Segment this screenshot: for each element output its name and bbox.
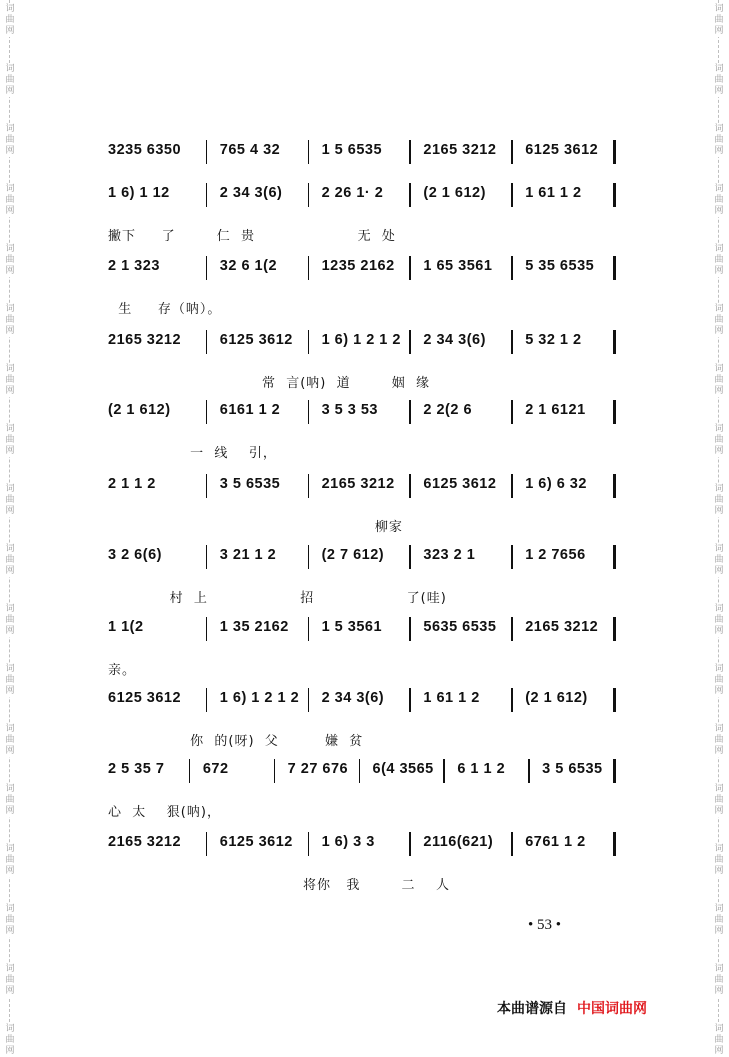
- measure: 765 4 32: [219, 142, 281, 158]
- measure: 2 1 1 2: [108, 476, 156, 492]
- bar-line: [308, 474, 310, 498]
- watermark-mark: 词 曲 网: [1, 124, 19, 157]
- measure: 32 6 1(2: [219, 258, 278, 274]
- left-margin-watermark: [0, 0, 20, 1056]
- measure: (2 1 612): [108, 402, 171, 418]
- measure: 5 32 1 2: [525, 332, 582, 348]
- notation-line: [108, 256, 617, 282]
- bar-line: [613, 400, 616, 424]
- bar-line: [206, 183, 208, 207]
- measure: 6(4 3565: [372, 761, 434, 777]
- bar-line: [511, 617, 513, 641]
- measure: 2 1 6121: [525, 402, 586, 418]
- bar-line: [308, 545, 310, 569]
- bar-line: [409, 330, 411, 354]
- bar-line: [409, 617, 411, 641]
- bar-line: [613, 545, 616, 569]
- bar-line: [613, 256, 616, 280]
- watermark-mark: 词 曲 网: [1, 664, 19, 697]
- measure: 2 2(2 6: [423, 402, 473, 418]
- measure: 3 2 6(6): [108, 547, 162, 563]
- lyrics-line: 村 上 招 了(哇): [108, 591, 447, 606]
- bar-line: [308, 330, 310, 354]
- bar-line: [511, 256, 513, 280]
- watermark-mark: 词 曲 网: [710, 844, 728, 877]
- bar-line: [511, 400, 513, 424]
- bar-line: [528, 759, 530, 783]
- watermark-mark: 词 曲 网: [710, 1024, 728, 1057]
- measure: 672: [202, 761, 229, 777]
- watermark-mark: 词 曲 网: [1, 904, 19, 937]
- bar-line: [308, 617, 310, 641]
- bar-line: [189, 759, 191, 783]
- bar-line: [409, 545, 411, 569]
- watermark-mark: 词 曲 网: [1, 784, 19, 817]
- bar-line: [308, 400, 310, 424]
- bar-line: [409, 256, 411, 280]
- measure: 6161 1 2: [219, 402, 281, 418]
- bar-line: [409, 688, 411, 712]
- bar-line: [613, 688, 616, 712]
- bar-line: [613, 759, 616, 783]
- measure: 3235 6350: [108, 142, 182, 158]
- watermark-mark: 词 曲 网: [710, 724, 728, 757]
- watermark-mark: 词 曲 网: [710, 4, 728, 37]
- measure: 2 34 3(6): [219, 185, 283, 201]
- watermark-mark: 词 曲 网: [1, 1024, 19, 1057]
- measure: 323 2 1: [423, 547, 476, 563]
- notation-line: [108, 545, 617, 571]
- bar-line: [206, 140, 208, 164]
- bar-line: [511, 183, 513, 207]
- score-row: [108, 688, 617, 754]
- measure: 3 5 6535: [219, 476, 281, 492]
- measure: 1 6) 1 2 1 2: [321, 332, 401, 348]
- measure: 5 35 6535: [525, 258, 595, 274]
- bar-line: [511, 330, 513, 354]
- bar-line: [511, 474, 513, 498]
- bar-line: [308, 183, 310, 207]
- bar-line: [206, 688, 208, 712]
- bar-line: [511, 832, 513, 856]
- watermark-mark: 词 曲 网: [710, 424, 728, 457]
- bar-line: [206, 617, 208, 641]
- measure: 2165 3212: [321, 476, 395, 492]
- watermark-mark: 词 曲 网: [710, 304, 728, 337]
- measure: 1 65 3561: [423, 258, 493, 274]
- measure: 3 5 6535: [542, 761, 603, 777]
- measure: 1 61 1 2: [525, 185, 582, 201]
- measure: 1 35 2162: [219, 619, 289, 635]
- measure: 1 6) 1 12: [108, 185, 170, 201]
- right-margin-watermark: [709, 0, 729, 1056]
- measure: 6 1 1 2: [457, 761, 506, 777]
- notation-line: [108, 688, 617, 714]
- measure: 2 1 323: [108, 258, 160, 274]
- bar-line: [409, 183, 411, 207]
- watermark-mark: 词 曲 网: [710, 664, 728, 697]
- lyrics-line: 撇下 了 仁 贵 无 处: [108, 229, 396, 244]
- watermark-mark: 词 曲 网: [1, 724, 19, 757]
- bar-line: [511, 140, 513, 164]
- measure: 2 34 3(6): [423, 332, 486, 348]
- measure: 2165 3212: [108, 834, 182, 850]
- watermark-mark: 词 曲 网: [1, 64, 19, 97]
- notation-line: [108, 183, 617, 209]
- measure: 2165 3212: [423, 142, 497, 158]
- watermark-mark: 词 曲 网: [710, 964, 728, 997]
- measure: 2165 3212: [108, 332, 182, 348]
- notation-line: [108, 140, 617, 166]
- bar-line: [613, 183, 616, 207]
- bar-line: [359, 759, 361, 783]
- measure: 6125 3612: [219, 332, 293, 348]
- lyrics-line: 亲。: [108, 663, 137, 678]
- score-row: [108, 400, 617, 466]
- watermark-mark: 词 曲 网: [710, 184, 728, 217]
- score-row: [108, 545, 617, 611]
- notation-line: [108, 617, 617, 643]
- notation-line: [108, 832, 617, 858]
- score-row: [108, 256, 617, 322]
- measure: 3 21 1 2: [219, 547, 277, 563]
- bar-line: [511, 545, 513, 569]
- bar-line: [613, 617, 616, 641]
- measure: (2 1 612): [423, 185, 486, 201]
- source-label: 本曲谱源自: [497, 1001, 567, 1017]
- watermark-mark: 词 曲 网: [710, 484, 728, 517]
- bar-line: [613, 832, 616, 856]
- notation-line: [108, 759, 617, 785]
- measure: 1 1(2: [108, 619, 144, 635]
- source-footer: [497, 998, 647, 1018]
- bar-line: [409, 400, 411, 424]
- bar-line: [206, 474, 208, 498]
- bar-line: [511, 688, 513, 712]
- bar-line: [274, 759, 276, 783]
- watermark-mark: 词 曲 网: [710, 784, 728, 817]
- measure: 2116(621): [423, 834, 494, 850]
- measure: 1 5 6535: [321, 142, 383, 158]
- measure: 1235 2162: [321, 258, 395, 274]
- measure: 2 5 35 7: [108, 761, 165, 777]
- source-site-link[interactable]: 中国词曲网: [577, 1001, 647, 1017]
- score-row: [108, 183, 617, 249]
- lyrics-line: 常 言(呐) 道 姻 缘: [108, 376, 430, 391]
- watermark-mark: 词 曲 网: [710, 604, 728, 637]
- watermark-mark: 词 曲 网: [1, 484, 19, 517]
- bar-line: [613, 140, 616, 164]
- measure: 3 5 3 53: [321, 402, 379, 418]
- watermark-mark: 词 曲 网: [1, 364, 19, 397]
- bar-line: [409, 832, 411, 856]
- measure: 1 6) 3 3: [321, 834, 375, 850]
- measure: 5635 6535: [423, 619, 497, 635]
- measure: 2 26 1· 2: [321, 185, 384, 201]
- measure: 6125 3612: [219, 834, 293, 850]
- watermark-mark: 词 曲 网: [1, 544, 19, 577]
- bar-line: [409, 140, 411, 164]
- watermark-mark: 词 曲 网: [710, 364, 728, 397]
- lyrics-line: 你 的(呀) 父 嫌 贫: [108, 734, 364, 749]
- measure: 6761 1 2: [525, 834, 586, 850]
- bar-line: [206, 256, 208, 280]
- notation-line: [108, 400, 617, 426]
- bar-line: [613, 474, 616, 498]
- bar-line: [308, 832, 310, 856]
- measure: 1 5 3561: [321, 619, 383, 635]
- watermark-mark: 词 曲 网: [1, 964, 19, 997]
- lyrics-line: 生 存（呐）。: [108, 302, 222, 317]
- measure: (2 7 612): [321, 547, 385, 563]
- bar-line: [308, 140, 310, 164]
- measure: 1 6) 1 2 1 2: [219, 690, 300, 706]
- bar-line: [308, 256, 310, 280]
- notation-line: [108, 474, 617, 500]
- lyrics-line: 将你 我 二 人: [108, 878, 451, 893]
- watermark-mark: 词 曲 网: [1, 424, 19, 457]
- score-row: [108, 759, 617, 825]
- watermark-mark: 词 曲 网: [710, 904, 728, 937]
- bar-line: [206, 330, 208, 354]
- watermark-mark: 词 曲 网: [710, 64, 728, 97]
- watermark-mark: 词 曲 网: [1, 604, 19, 637]
- score-row: [108, 832, 617, 898]
- bar-line: [443, 759, 445, 783]
- bar-line: [613, 330, 616, 354]
- measure: 6125 3612: [108, 690, 182, 706]
- measure: 2165 3212: [525, 619, 599, 635]
- score-row: [108, 617, 617, 683]
- measure: 1 6) 6 32: [525, 476, 587, 492]
- measure: 1 2 7656: [525, 547, 586, 563]
- bar-line: [206, 400, 208, 424]
- bar-line: [308, 688, 310, 712]
- watermark-mark: 词 曲 网: [710, 124, 728, 157]
- watermark-mark: 词 曲 网: [1, 244, 19, 277]
- page-number: • 53 •: [528, 917, 562, 933]
- watermark-mark: 词 曲 网: [1, 184, 19, 217]
- bar-line: [206, 545, 208, 569]
- measure: 1 61 1 2: [423, 690, 480, 706]
- watermark-mark: 词 曲 网: [1, 4, 19, 37]
- bar-line: [409, 474, 411, 498]
- watermark-mark: 词 曲 网: [1, 844, 19, 877]
- measure: 6125 3612: [423, 476, 497, 492]
- notation-line: [108, 330, 617, 356]
- lyrics-line: 一 线 引，: [108, 446, 277, 461]
- watermark-mark: 词 曲 网: [710, 544, 728, 577]
- score-row: [108, 330, 617, 396]
- watermark-mark: 词 曲 网: [710, 244, 728, 277]
- lyrics-line: 柳家: [108, 520, 403, 535]
- measure: (2 1 612): [525, 690, 588, 706]
- measure: 6125 3612: [525, 142, 599, 158]
- watermark-mark: 词 曲 网: [1, 304, 19, 337]
- lyrics-line: 心 太 狠(呐)，: [108, 805, 221, 820]
- measure: 7 27 676: [287, 761, 349, 777]
- bar-line: [206, 832, 208, 856]
- score-row: [108, 474, 617, 540]
- measure: 2 34 3(6): [321, 690, 385, 706]
